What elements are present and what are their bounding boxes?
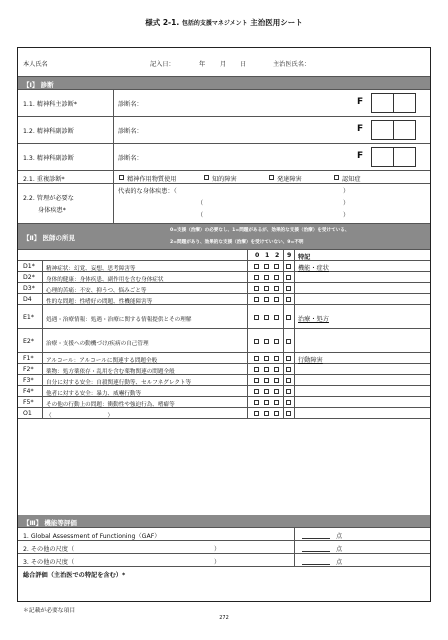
col-notes: 特記 (298, 254, 311, 261)
finding-text: （ ） (46, 413, 114, 419)
finding-row (18, 375, 430, 386)
divider (283, 364, 284, 374)
finding-row (18, 353, 430, 364)
doctor-name-label: 主治医氏名： (273, 61, 311, 68)
sub-diagnosis-2-field-label[interactable]: 診断名： (118, 155, 143, 162)
divider (42, 353, 43, 363)
divider (42, 364, 43, 374)
divider (42, 283, 43, 293)
f-code-box-2[interactable] (393, 147, 416, 167)
divider (113, 171, 114, 183)
rating-0-checkbox[interactable] (254, 286, 259, 291)
finding-text: 治療・支援への動機づけ/疾病の自己管理 (46, 341, 149, 347)
finding-text: 性的な問題：性嗜好の問題、性機能障害等 (46, 299, 153, 305)
finding-code: F3* (23, 377, 34, 384)
section-function-header: 【Ⅲ】 機能等評価 (18, 515, 430, 528)
main-diagnosis-field-label[interactable]: 診断名： (118, 101, 143, 108)
rating-9-checkbox[interactable] (286, 264, 291, 269)
section-diagnosis-header: 【Ⅰ】 診断 (18, 77, 430, 90)
finding-text: 処遇・治療情報：処遇・治療に関する情報提供とその理解 (46, 317, 192, 323)
divider (42, 261, 43, 271)
divider (294, 375, 295, 385)
f-code-box-1[interactable] (371, 147, 394, 167)
divider (283, 272, 284, 282)
finding-code: E2* (23, 338, 34, 345)
rating-1-checkbox[interactable] (264, 411, 269, 416)
rating-2-checkbox[interactable] (274, 400, 279, 405)
other-scale-2-row (18, 554, 430, 567)
rating-0-checkbox[interactable] (254, 378, 259, 383)
divider (294, 397, 295, 407)
rating-1-checkbox[interactable] (264, 275, 269, 280)
day-label: 日 (240, 61, 247, 68)
finding-row (18, 397, 430, 408)
dementia-checkbox[interactable] (334, 175, 339, 180)
divider (294, 250, 295, 260)
divider (294, 528, 295, 540)
finding-text: 自分に対する安全：自殺関連行動等、セルフネグレクト等 (46, 380, 192, 386)
finding-note: 治療・処方 (298, 316, 329, 323)
rating-1-checkbox[interactable] (264, 264, 269, 269)
section-findings-header: 【Ⅱ】 医師の所見 0=支援（治療）の必要なし、1=問題があるが、効果的な支援（治療）を受けている、 2=問題があり、効果的な支援（治療）を受けていない、9=不明 (18, 224, 430, 250)
rating-0-checkbox[interactable] (254, 389, 259, 394)
divider (294, 554, 295, 566)
other-scale-2-label: 3. その他の尺度（ (23, 559, 75, 566)
divider (247, 364, 248, 374)
other-scale-2-close: ） (214, 559, 221, 566)
finding-text: 心理的苦痛：不安、抑うつ、悩みごと等 (46, 288, 147, 294)
rating-9-checkbox[interactable] (286, 411, 291, 416)
finding-row (18, 294, 430, 305)
divider (283, 294, 284, 304)
year-label: 年 (199, 61, 206, 68)
divider (283, 397, 284, 407)
gaf-unit: 点 (336, 533, 343, 540)
divider (42, 408, 43, 418)
finding-code: F1* (23, 355, 34, 362)
finding-text: 他者に対する安全：暴力、威嚇行動等 (46, 391, 142, 397)
divider (42, 272, 43, 282)
col-9: 9 (287, 252, 292, 259)
rating-0-checkbox[interactable] (254, 264, 259, 269)
page-number: 272 (219, 615, 229, 621)
rating-9-checkbox[interactable] (286, 286, 291, 291)
finding-code: F4* (23, 388, 34, 395)
divider (294, 283, 295, 293)
divider (283, 283, 284, 293)
divider (283, 250, 284, 260)
f-code-label: F (357, 124, 364, 134)
finding-row (18, 408, 430, 419)
physical-disease-field-label[interactable]: 代表的な身体疾患：（ (118, 188, 177, 195)
f-code-box-1[interactable] (371, 120, 394, 140)
rating-1-checkbox[interactable] (264, 389, 269, 394)
duplicate-diagnosis-label: 2.1. 重複診断* (23, 176, 65, 183)
divider (42, 294, 43, 304)
divider (247, 329, 248, 352)
divider (294, 408, 295, 418)
rating-1-checkbox[interactable] (264, 378, 269, 383)
rating-9-checkbox[interactable] (286, 297, 291, 302)
rating-0-checkbox[interactable] (254, 411, 259, 416)
divider (113, 184, 114, 223)
divider (247, 375, 248, 385)
f-code-label: F (357, 151, 364, 161)
divider (42, 397, 43, 407)
divider (247, 397, 248, 407)
legend-line2: 2=問題があり、効果的な支援（治療）を受けていない、9=不明 (170, 240, 304, 245)
rating-9-checkbox[interactable] (286, 356, 291, 361)
f-code-label: F (357, 97, 364, 107)
divider (247, 353, 248, 363)
finding-text: アルコール：アルコールに関連する問題全般 (46, 358, 158, 364)
divider (294, 261, 295, 271)
rating-2-checkbox[interactable] (274, 286, 279, 291)
divider (294, 386, 295, 396)
divider (283, 305, 284, 328)
finding-text: その他の行動上の問題：衝動性や強迫行為、嗜癖等 (46, 402, 175, 408)
substance-use-label: 精神作用物質使用 (127, 176, 177, 183)
rating-2-checkbox[interactable] (274, 315, 279, 320)
physical-disease-label-line1: 2.2. 管理が必要な (23, 195, 74, 202)
divider (283, 261, 284, 271)
other-scale-2-unit: 点 (336, 559, 343, 566)
f-code-box-1[interactable] (371, 93, 394, 113)
divider (283, 375, 284, 385)
rating-0-checkbox[interactable] (254, 367, 259, 372)
date-label: 記入日： (150, 61, 175, 68)
finding-row (18, 386, 430, 397)
rating-1-checkbox[interactable] (264, 367, 269, 372)
duplicate-diagnosis-row (18, 171, 430, 184)
gaf-row (18, 528, 430, 541)
divider (247, 261, 248, 271)
finding-code: E1* (23, 314, 34, 321)
divider (42, 386, 43, 396)
rating-0-checkbox[interactable] (254, 400, 259, 405)
rating-9-checkbox[interactable] (286, 400, 291, 405)
form-table (17, 47, 431, 602)
rating-0-checkbox[interactable] (254, 297, 259, 302)
divider (294, 541, 295, 553)
rating-9-checkbox[interactable] (286, 378, 291, 383)
divider (294, 364, 295, 374)
divider (294, 272, 295, 282)
divider (283, 386, 284, 396)
finding-code: D4 (23, 296, 32, 303)
sub-diagnosis-2-row (18, 144, 430, 171)
findings-column-header (18, 250, 430, 261)
paren-close: ） (343, 212, 350, 219)
divider (42, 305, 43, 328)
other-scale-1-row (18, 541, 430, 554)
finding-note: 機能・症状 (298, 265, 329, 272)
divider (283, 408, 284, 418)
substance-use-checkbox[interactable] (119, 175, 124, 180)
rating-2-checkbox[interactable] (274, 367, 279, 372)
divider (294, 294, 295, 304)
divider (294, 329, 295, 352)
finding-row (18, 272, 430, 283)
divider (113, 117, 114, 143)
rating-9-checkbox[interactable] (286, 339, 291, 344)
other-scale-1-score-field[interactable] (302, 551, 330, 552)
finding-row (18, 305, 430, 329)
paren-open: （ (197, 200, 204, 207)
rating-0-checkbox[interactable] (254, 275, 259, 280)
intellectual-disability-checkbox[interactable] (204, 175, 209, 180)
finding-code: F5* (23, 399, 34, 406)
main-diagnosis-row (18, 90, 430, 117)
divider (294, 305, 295, 328)
divider (113, 90, 114, 116)
legend-line1: 0=支援（治療）の必要なし、1=問題があるが、効果的な支援（治療）を受けている、 (170, 228, 350, 233)
rating-1-checkbox[interactable] (264, 315, 269, 320)
divider (283, 329, 284, 352)
sub-diagnosis-1-row (18, 117, 430, 144)
rating-2-checkbox[interactable] (274, 411, 279, 416)
title-end: 主治医用シート (250, 18, 303, 27)
finding-code: D3* (23, 285, 35, 292)
rating-1-checkbox[interactable] (264, 297, 269, 302)
divider (113, 144, 114, 170)
gaf-score-field[interactable] (302, 538, 330, 539)
divider (247, 283, 248, 293)
divider (294, 353, 295, 363)
page-title: 様式 2-1. 包括的支援マネジメント 主治医用シート (145, 18, 303, 27)
rating-0-checkbox[interactable] (254, 356, 259, 361)
finding-row (18, 364, 430, 375)
physical-disease-row (18, 184, 430, 224)
footer-note: ＊記載が必要な項目 (23, 608, 76, 614)
sub-diagnosis-1-label: 1.2. 精神科副診断 (23, 128, 74, 135)
other-scale-1-label: 2. その他の尺度（ (23, 546, 75, 553)
developmental-disorder-label: 発達障害 (277, 176, 302, 183)
physical-disease-label-line2: 身体疾患* (38, 207, 66, 214)
rating-0-checkbox[interactable] (254, 339, 259, 344)
divider (247, 408, 248, 418)
col-0: 0 (255, 252, 260, 259)
paren-close: ） (343, 188, 350, 195)
paren-close: ） (343, 200, 350, 207)
gaf-label: 1. Global Assessment of Functioning（GAF） (23, 533, 161, 540)
overall-evaluation-row[interactable] (18, 567, 430, 601)
rating-9-checkbox[interactable] (286, 275, 291, 280)
divider (247, 272, 248, 282)
finding-text: 精神症状：幻覚、妄想、思考障害等 (46, 266, 136, 272)
finding-code: F2* (23, 366, 34, 373)
main-diagnosis-label: 1.1. 精神科主診断* (23, 101, 77, 108)
finding-note: 行動障害 (298, 357, 323, 364)
divider (42, 329, 43, 352)
finding-row (18, 283, 430, 294)
rating-2-checkbox[interactable] (274, 297, 279, 302)
divider (247, 294, 248, 304)
rating-2-checkbox[interactable] (274, 389, 279, 394)
other-scale-2-score-field[interactable] (302, 564, 330, 565)
divider (247, 386, 248, 396)
sub-diagnosis-1-field-label[interactable]: 診断名： (118, 128, 143, 135)
finding-text: 身体的健康：身体疾患、副作用を含む身体症状 (46, 277, 164, 283)
rating-1-checkbox[interactable] (264, 286, 269, 291)
divider (283, 353, 284, 363)
rating-1-checkbox[interactable] (264, 400, 269, 405)
overall-evaluation-label: 総合評価（主治医での特記を含む）* (23, 572, 126, 579)
rating-2-checkbox[interactable] (274, 378, 279, 383)
rating-1-checkbox[interactable] (264, 339, 269, 344)
month-label: 月 (220, 61, 227, 68)
f-code-box-2[interactable] (393, 120, 416, 140)
rating-9-checkbox[interactable] (286, 315, 291, 320)
finding-code: D2* (23, 274, 35, 281)
title-subtitle: 包括的支援マネジメント (181, 20, 248, 27)
finding-row (18, 261, 430, 272)
rating-2-checkbox[interactable] (274, 339, 279, 344)
finding-code: O1 (23, 410, 32, 417)
intellectual-disability-label: 知的障害 (212, 176, 237, 183)
rating-9-checkbox[interactable] (286, 367, 291, 372)
rating-2-checkbox[interactable] (274, 356, 279, 361)
finding-code: D1* (23, 263, 35, 270)
developmental-disorder-checkbox[interactable] (269, 175, 274, 180)
rating-1-checkbox[interactable] (264, 356, 269, 361)
rating-0-checkbox[interactable] (254, 315, 259, 320)
dementia-label: 認知症 (342, 176, 361, 183)
rating-2-checkbox[interactable] (274, 275, 279, 280)
rating-2-checkbox[interactable] (274, 264, 279, 269)
paren-open: （ (197, 212, 204, 219)
finding-row (18, 329, 430, 353)
col-2: 2 (275, 252, 280, 259)
patient-name-label: 本人氏名 (23, 61, 48, 68)
other-scale-1-close: ） (214, 546, 221, 553)
other-scale-1-unit: 点 (336, 546, 343, 553)
rating-9-checkbox[interactable] (286, 389, 291, 394)
divider (42, 375, 43, 385)
f-code-box-2[interactable] (393, 93, 416, 113)
divider (247, 305, 248, 328)
finding-text: 薬物：処方薬依存・乱用を含む薬物関連の問題全般 (46, 369, 175, 375)
info-row (18, 48, 430, 77)
sub-diagnosis-2-label: 1.3. 精神科副診断 (23, 155, 74, 162)
col-1: 1 (265, 252, 270, 259)
divider (247, 250, 248, 260)
